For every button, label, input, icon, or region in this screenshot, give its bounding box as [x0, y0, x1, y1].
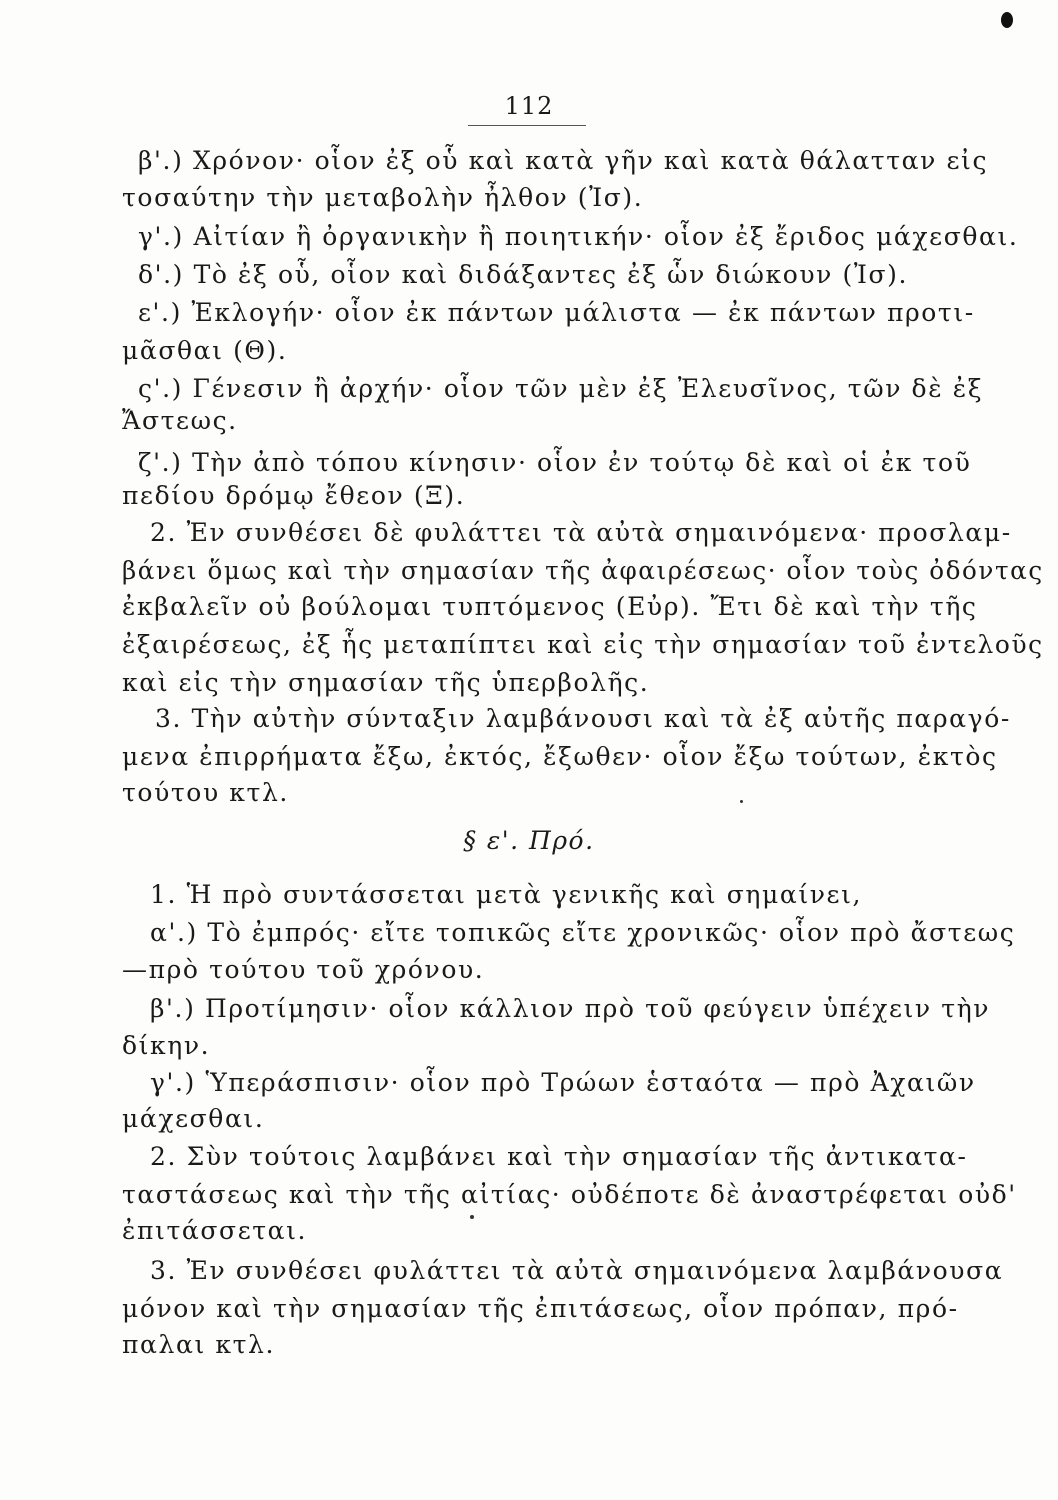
text-line-3: γ'.) Αἰτίαν ἢ ὀργανικὴν ἢ ποιητικήν· οἷον ἐξ ἔριδος μάχεσθαι.	[138, 222, 1019, 251]
text-line-2: τοσαύτην τὴν μεταβολὴν ἦλθον (Ἰσ).	[122, 183, 644, 212]
text-line-19: 1. Ἡ πρὸ συντάσσεται μετὰ γενικῆς καὶ σημαίνει,	[150, 880, 863, 909]
text-line-23: δίκην.	[122, 1031, 211, 1060]
text-line-27: ταστάσεως καὶ τὴν τῆς αἰτίας· οὐδέποτε δὲ ἀναστρέφεται οὐδ'	[122, 1180, 1017, 1209]
text-line-20: α'.) Τὸ ἐμπρός· εἴτε τοπικῶς εἴτε χρονικῶς· οἷον πρὸ ἄστεως	[150, 918, 1016, 947]
text-line-12: βάνει ὅμως καὶ τὴν σημασίαν τῆς ἀφαιρέσεως· οἷον τοὺς ὀδόντας	[122, 556, 1044, 585]
text-line-16: 3. Τὴν αὐτὴν σύνταξιν λαμβάνουσι καὶ τὰ ἐξ αὐτῆς παραγό-	[155, 704, 1011, 733]
text-line-29: 3. Ἐν συνθέσει φυλάττει τὰ αὐτὰ σημαινόμενα λαμβάνουσα	[150, 1256, 1004, 1285]
ink-dot	[470, 1215, 474, 1219]
text-line-1: β'.) Χρόνον· οἷον ἐξ οὗ καὶ κατὰ γῆν καὶ κατὰ θάλατταν εἰς	[138, 146, 989, 175]
text-line-7: ς'.) Γένεσιν ἢ ἀρχήν· οἷον τῶν μὲν ἐξ Ἐλευσῖνος, τῶν δὲ ἐξ	[138, 374, 984, 403]
text-line-5: ε'.) Ἐκλογήν· οἷον ἐκ πάντων μάλιστα — ἐκ πάντων προτι-	[138, 298, 975, 327]
ink-spot	[1001, 12, 1013, 28]
text-line-8: Ἄστεως.	[122, 406, 238, 435]
text-line-25: μάχεσθαι.	[122, 1104, 265, 1133]
text-line-11: 2. Ἐν συνθέσει δὲ φυλάττει τὰ αὐτὰ σημαινόμενα· προσλαμ-	[150, 518, 1012, 547]
text-line-13: ἐκβαλεῖν οὐ βούλομαι τυπτόμενος (Εὐρ). Ἔτι δὲ καὶ τὴν τῆς	[122, 592, 978, 621]
header-rule	[468, 125, 586, 126]
text-line-22: β'.) Προτίμησιν· οἷον κάλλιον πρὸ τοῦ φεύγειν ὑπέχειν τὴν	[150, 994, 991, 1023]
text-line-14: ἐξαιρέσεως, ἐξ ἧς μεταπίπτει καὶ εἰς τὴν σημασίαν τοῦ ἐντελοῦς	[122, 630, 1044, 659]
text-line-10: πεδίου δρόμῳ ἔθεον (Ξ).	[122, 481, 466, 510]
text-line-18: τούτου κτλ.	[122, 778, 289, 807]
text-line-4: δ'.) Τὸ ἐξ οὗ, οἷον καὶ διδάξαντες ἐξ ὧν διώκουν (Ἰσ).	[138, 260, 909, 289]
ink-dot	[740, 800, 743, 803]
text-line-21: —πρὸ τούτου τοῦ χρόνου.	[122, 955, 485, 984]
text-line-26: 2. Σὺν τούτοις λαμβάνει καὶ τὴν σημασίαν τῆς ἀντικατα-	[150, 1142, 968, 1171]
text-line-24: γ'.) Ὑπεράσπισιν· οἷον πρὸ Τρώων ἑσταότα — πρὸ Ἀχαιῶν	[150, 1068, 976, 1097]
text-line-9: ζ'.) Τὴν ἀπὸ τόπου κίνησιν· οἷον ἐν τούτῳ δὲ καὶ οἱ ἐκ τοῦ	[138, 448, 972, 477]
text-line-31: παλαι κτλ.	[122, 1330, 276, 1359]
text-line-6: μᾶσθαι (Θ).	[122, 336, 288, 365]
text-line-28: ἐπιτάσσεται.	[122, 1216, 308, 1245]
text-line-30: μόνον καὶ τὴν σημασίαν τῆς ἐπιτάσεως, οἷον πρόπαν, πρό-	[122, 1294, 959, 1323]
section-heading: § ε'. Πρό.	[463, 826, 595, 855]
page-number: 112	[504, 92, 554, 120]
text-line-17: μενα ἐπιρρήματα ἔξω, ἐκτός, ἔξωθεν· οἷον ἔξω τούτων, ἐκτὸς	[122, 742, 998, 771]
text-line-15: καὶ εἰς τὴν σημασίαν τῆς ὑπερβολῆς.	[122, 668, 650, 697]
